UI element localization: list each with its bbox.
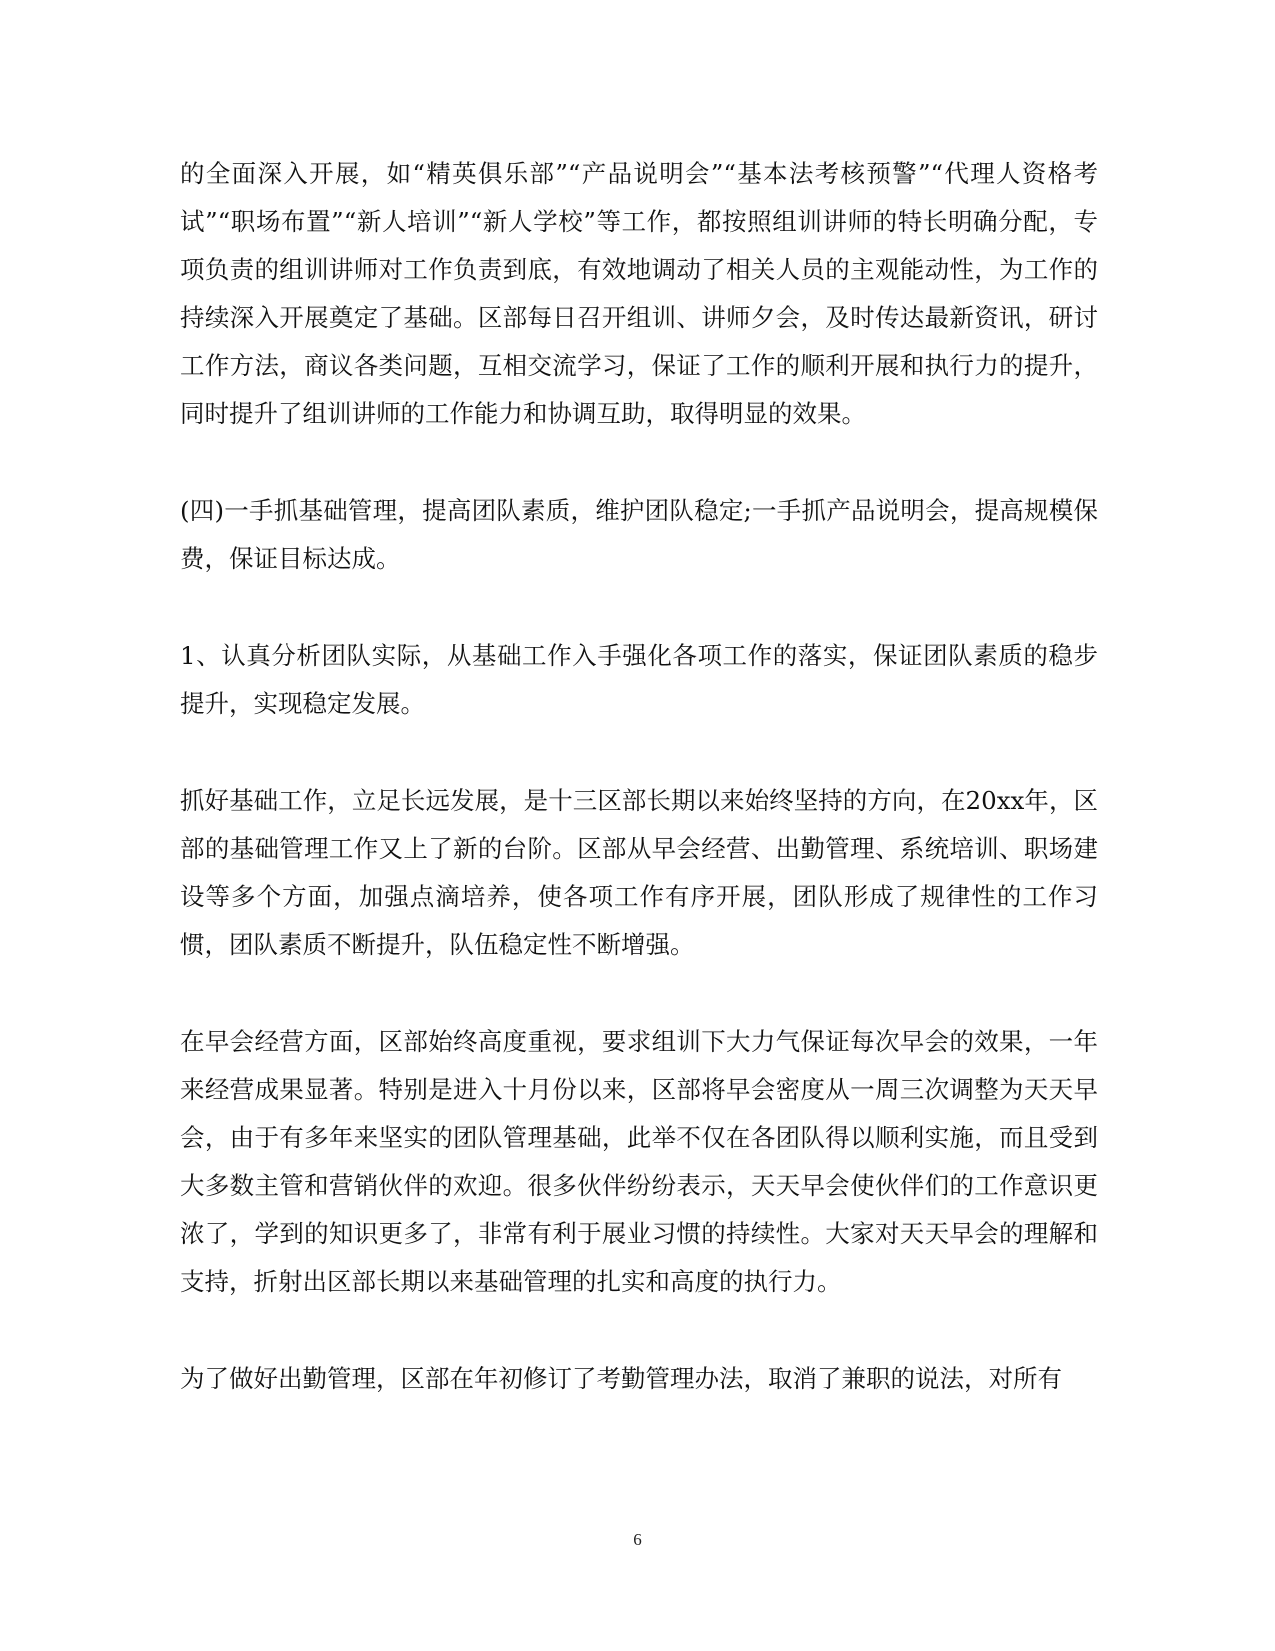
paragraph-4: 抓好基础工作，立足长远发展，是十三区部长期以来始终坚持的方向，在20xx年，区部的基础管理工作又上了新的台阶。区部从早会经营、出勤管理、系统培训、职场建设等多个方面，加强点滴培养，使各项工作有序开展，团队形成了规律性的工作习惯，团队素质不断提升，队伍稳定性不断增强。 <box>180 786 1098 959</box>
paragraph-spacer <box>180 438 1098 487</box>
paragraph-spacer <box>180 969 1098 1018</box>
paragraph-6: 为了做好出勤管理，区部在年初修订了考勤管理办法，取消了兼职的说法，对所有 <box>180 1364 1062 1393</box>
paragraph-2: (四)一手抓基础管理，提高团队素质，维护团队稳定;一手抓产品说明会，提高规模保费，保证目标达成。 <box>180 496 1098 573</box>
paragraph-spacer <box>180 583 1098 632</box>
page-number: 6 <box>633 1530 642 1549</box>
paragraph-spacer <box>180 728 1098 777</box>
paragraph-3: 1、认真分析团队实际，从基础工作入手强化各项工作的落实，保证团队素质的稳步提升，实现稳定发展。 <box>180 641 1098 718</box>
paragraph-5: 在早会经营方面，区部始终高度重视，要求组训下大力气保证每次早会的效果，一年来经营成果显著。特别是进入十月份以来，区部将早会密度从一周三次调整为天天早会，由于有多年来坚实的团队管理基础，此举不仅在各团队得以顺利实施，而且受到大多数主管和营销伙伴的欢迎。很多伙伴纷纷表示，天天早会使伙伴们的工作意识更浓了，学到的知识更多了，非常有利于展业习惯的持续性。大家对天天早会的理解和支持，折射出区部长期以来基础管理的扎实和高度的执行力。 <box>180 1027 1098 1296</box>
document-body <box>180 150 1098 1403</box>
paragraph-spacer <box>180 1306 1098 1355</box>
paragraph-1: 的全面深入开展，如“精英俱乐部”“产品说明会”“基本法考核预警”“代理人资格考试”“职场布置”“新人培训”“新人学校”等工作，都按照组训讲师的特长明确分配，专项负责的组训讲师对工作负责到底，有效地调动了相关人员的主观能动性，为工作的持续深入开展奠定了基础。区部每日召开组训、讲师夕会，及时传达最新资讯，研讨工作方法，商议各类问题，互相交流学习，保证了工作的顺利开展和执行力的提升，同时提升了组训讲师的工作能力和协调互助，取得明显的效果。 <box>180 159 1098 428</box>
